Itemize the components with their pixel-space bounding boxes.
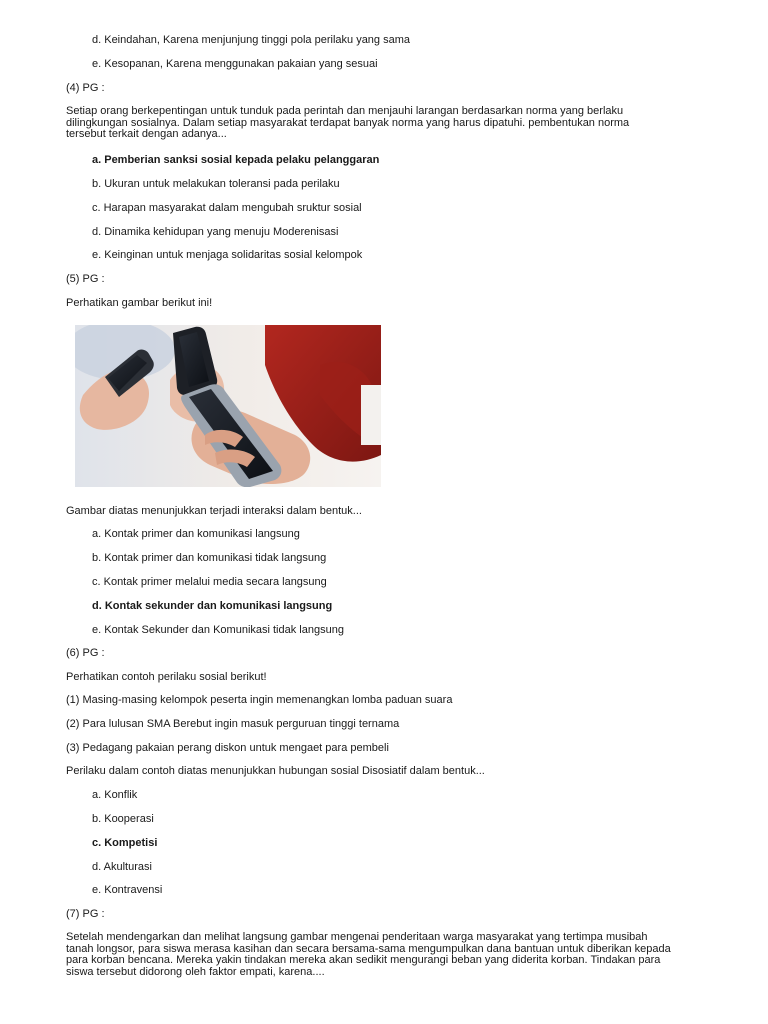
q6-label: (6) PG : <box>66 647 105 659</box>
q4-option-e: e. Keinginan untuk menjaga solidaritas sosial kelompok <box>92 249 363 261</box>
q4-label: (4) PG : <box>66 82 105 94</box>
q4-option-b: b. Ukuran untuk melakukan toleransi pada perilaku <box>92 178 340 190</box>
q4-option-d: d. Dinamika kehidupan yang menuju Moderenisasi <box>92 226 339 238</box>
q7-stem-line: siswa tersebut didorong oleh faktor empati, karena.... <box>66 965 325 978</box>
q6-option-e: e. Kontravensi <box>92 884 163 896</box>
q4-stem-line: Setiap orang berkepentingan untuk tunduk pada perintah dan menjauhi larangan berdasarkan norma yang berlaku <box>66 105 624 117</box>
q6-example-3: (3) Pedagang pakaian perang diskon untuk mengaet para pembeli <box>66 742 389 754</box>
q6-option-b: b. Kooperasi <box>92 813 154 825</box>
q7-label: (7) PG : <box>66 908 105 920</box>
q5-option-b: b. Kontak primer dan komunikasi tidak langsung <box>92 552 327 564</box>
q5-label: (5) PG : <box>66 273 105 285</box>
q4-stem-line: dilingkungan sosialnya. Dalam setiap masyarakat terdapat banyak norma yang harus dipatuhi. pembentukan norma <box>66 116 630 129</box>
q7-stem-line: tanah longsor, para siswa merasa kasihan dan secara bersama-sama mengumpulkan dana bantuan untuk diberikan kepada <box>66 942 671 955</box>
q3-option-e: e. Kesopanan, Karena menggunakan pakaian yang sesuai <box>92 58 378 70</box>
q4-option-a: a. Pemberian sanksi sosial kepada pelaku pelanggaran <box>92 154 380 166</box>
q7-stem <box>66 932 716 978</box>
q6-option-c: c. Kompetisi <box>92 837 158 849</box>
q4-stem <box>66 106 716 141</box>
q5-option-a: a. Kontak primer dan komunikasi langsung <box>92 528 300 540</box>
q6-instruction: Perhatikan contoh perilaku sosial berikut! <box>66 671 267 683</box>
q7-stem-line: Setelah mendengarkan dan melihat langsung gambar mengenai penderitaan warga masyarakat yang tertimpa musibah <box>66 931 648 943</box>
q6-stem: Perilaku dalam contoh diatas menunjukkan hubungan sosial Disosiatif dalam bentuk... <box>66 765 485 777</box>
q5-option-c: c. Kontak primer melalui media secara langsung <box>92 576 327 588</box>
q6-option-d: d. Akulturasi <box>92 861 152 873</box>
q7-stem-line: para korban bencana. Mereka yakin tindakan mereka akan sedikit mengurangi beban yang diderita korban. Tindakan para <box>66 954 661 966</box>
q3-option-d: d. Keindahan, Karena menjunjung tinggi pola perilaku yang sama <box>92 34 410 46</box>
q5-instruction: Perhatikan gambar berikut ini! <box>66 297 213 309</box>
q4-stem-line: tersebut terkait dengan adanya... <box>66 128 227 140</box>
q5-stem: Gambar diatas menunjukkan terjadi interaksi dalam bentuk... <box>66 505 362 517</box>
q6-example-1: (1) Masing-masing kelompok peserta ingin memenangkan lomba paduan suara <box>66 694 453 706</box>
q6-example-2: (2) Para lulusan SMA Berebut ingin masuk perguruan tinggi ternama <box>66 718 400 730</box>
smartphones-photo <box>75 325 381 487</box>
q4-option-c: c. Harapan masyarakat dalam mengubah sruktur sosial <box>92 202 362 214</box>
q5-option-e: e. Kontak Sekunder dan Komunikasi tidak langsung <box>92 624 344 636</box>
q6-option-a: a. Konflik <box>92 789 138 801</box>
q5-option-d: d. Kontak sekunder dan komunikasi langsung <box>92 600 333 612</box>
